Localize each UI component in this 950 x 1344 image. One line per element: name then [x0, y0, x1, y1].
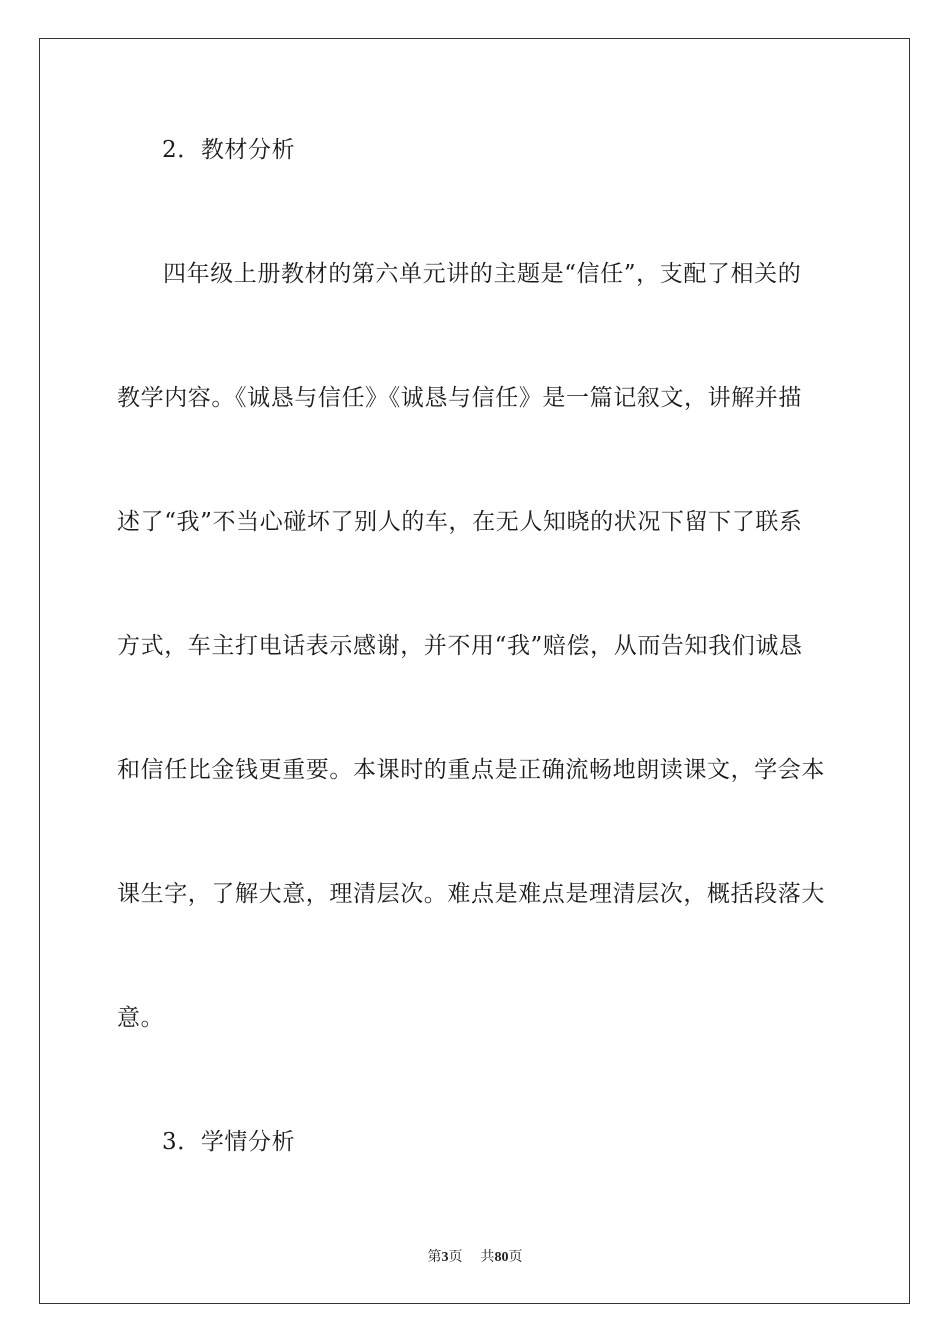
section-heading-learner-analysis: 3．学情分析	[162, 1129, 296, 1155]
paragraph-line-7: 意。	[117, 1005, 165, 1031]
paragraph-line-4: 方式，车主打电话表示感谢，并不用“我”赔偿，从而告知我们诚恳	[117, 633, 803, 659]
page-border	[39, 38, 910, 1304]
paragraph-line-3: 述了“我”不当心碰坏了别人的车，在无人知晓的状况下留下了联系	[117, 509, 803, 535]
paragraph-line-2: 教学内容。《诚恳与信任》《诚恳与信任》是一篇记叙文，讲解并描	[117, 385, 802, 411]
footer-total-suffix: 页	[508, 1249, 523, 1265]
section-heading-textbook-analysis: 2．教材分析	[162, 137, 296, 163]
footer-page-suffix: 页	[448, 1249, 463, 1265]
footer-prefix: 第	[427, 1249, 442, 1265]
current-page-number: 3	[441, 1250, 449, 1265]
footer-total-prefix: 共	[480, 1249, 495, 1265]
paragraph-line-5: 和信任比金钱更重要。本课时的重点是正确流畅地朗读课文，学会本	[117, 757, 825, 783]
paragraph-line-6: 课生字，了解大意，理清层次。难点是难点是理清层次，概括段落大	[117, 881, 825, 907]
page-footer	[0, 1247, 950, 1268]
paragraph-line-1: 四年级上册教材的第六单元讲的主题是“信任”，支配了相关的	[163, 261, 802, 287]
total-page-count: 80	[494, 1250, 509, 1265]
